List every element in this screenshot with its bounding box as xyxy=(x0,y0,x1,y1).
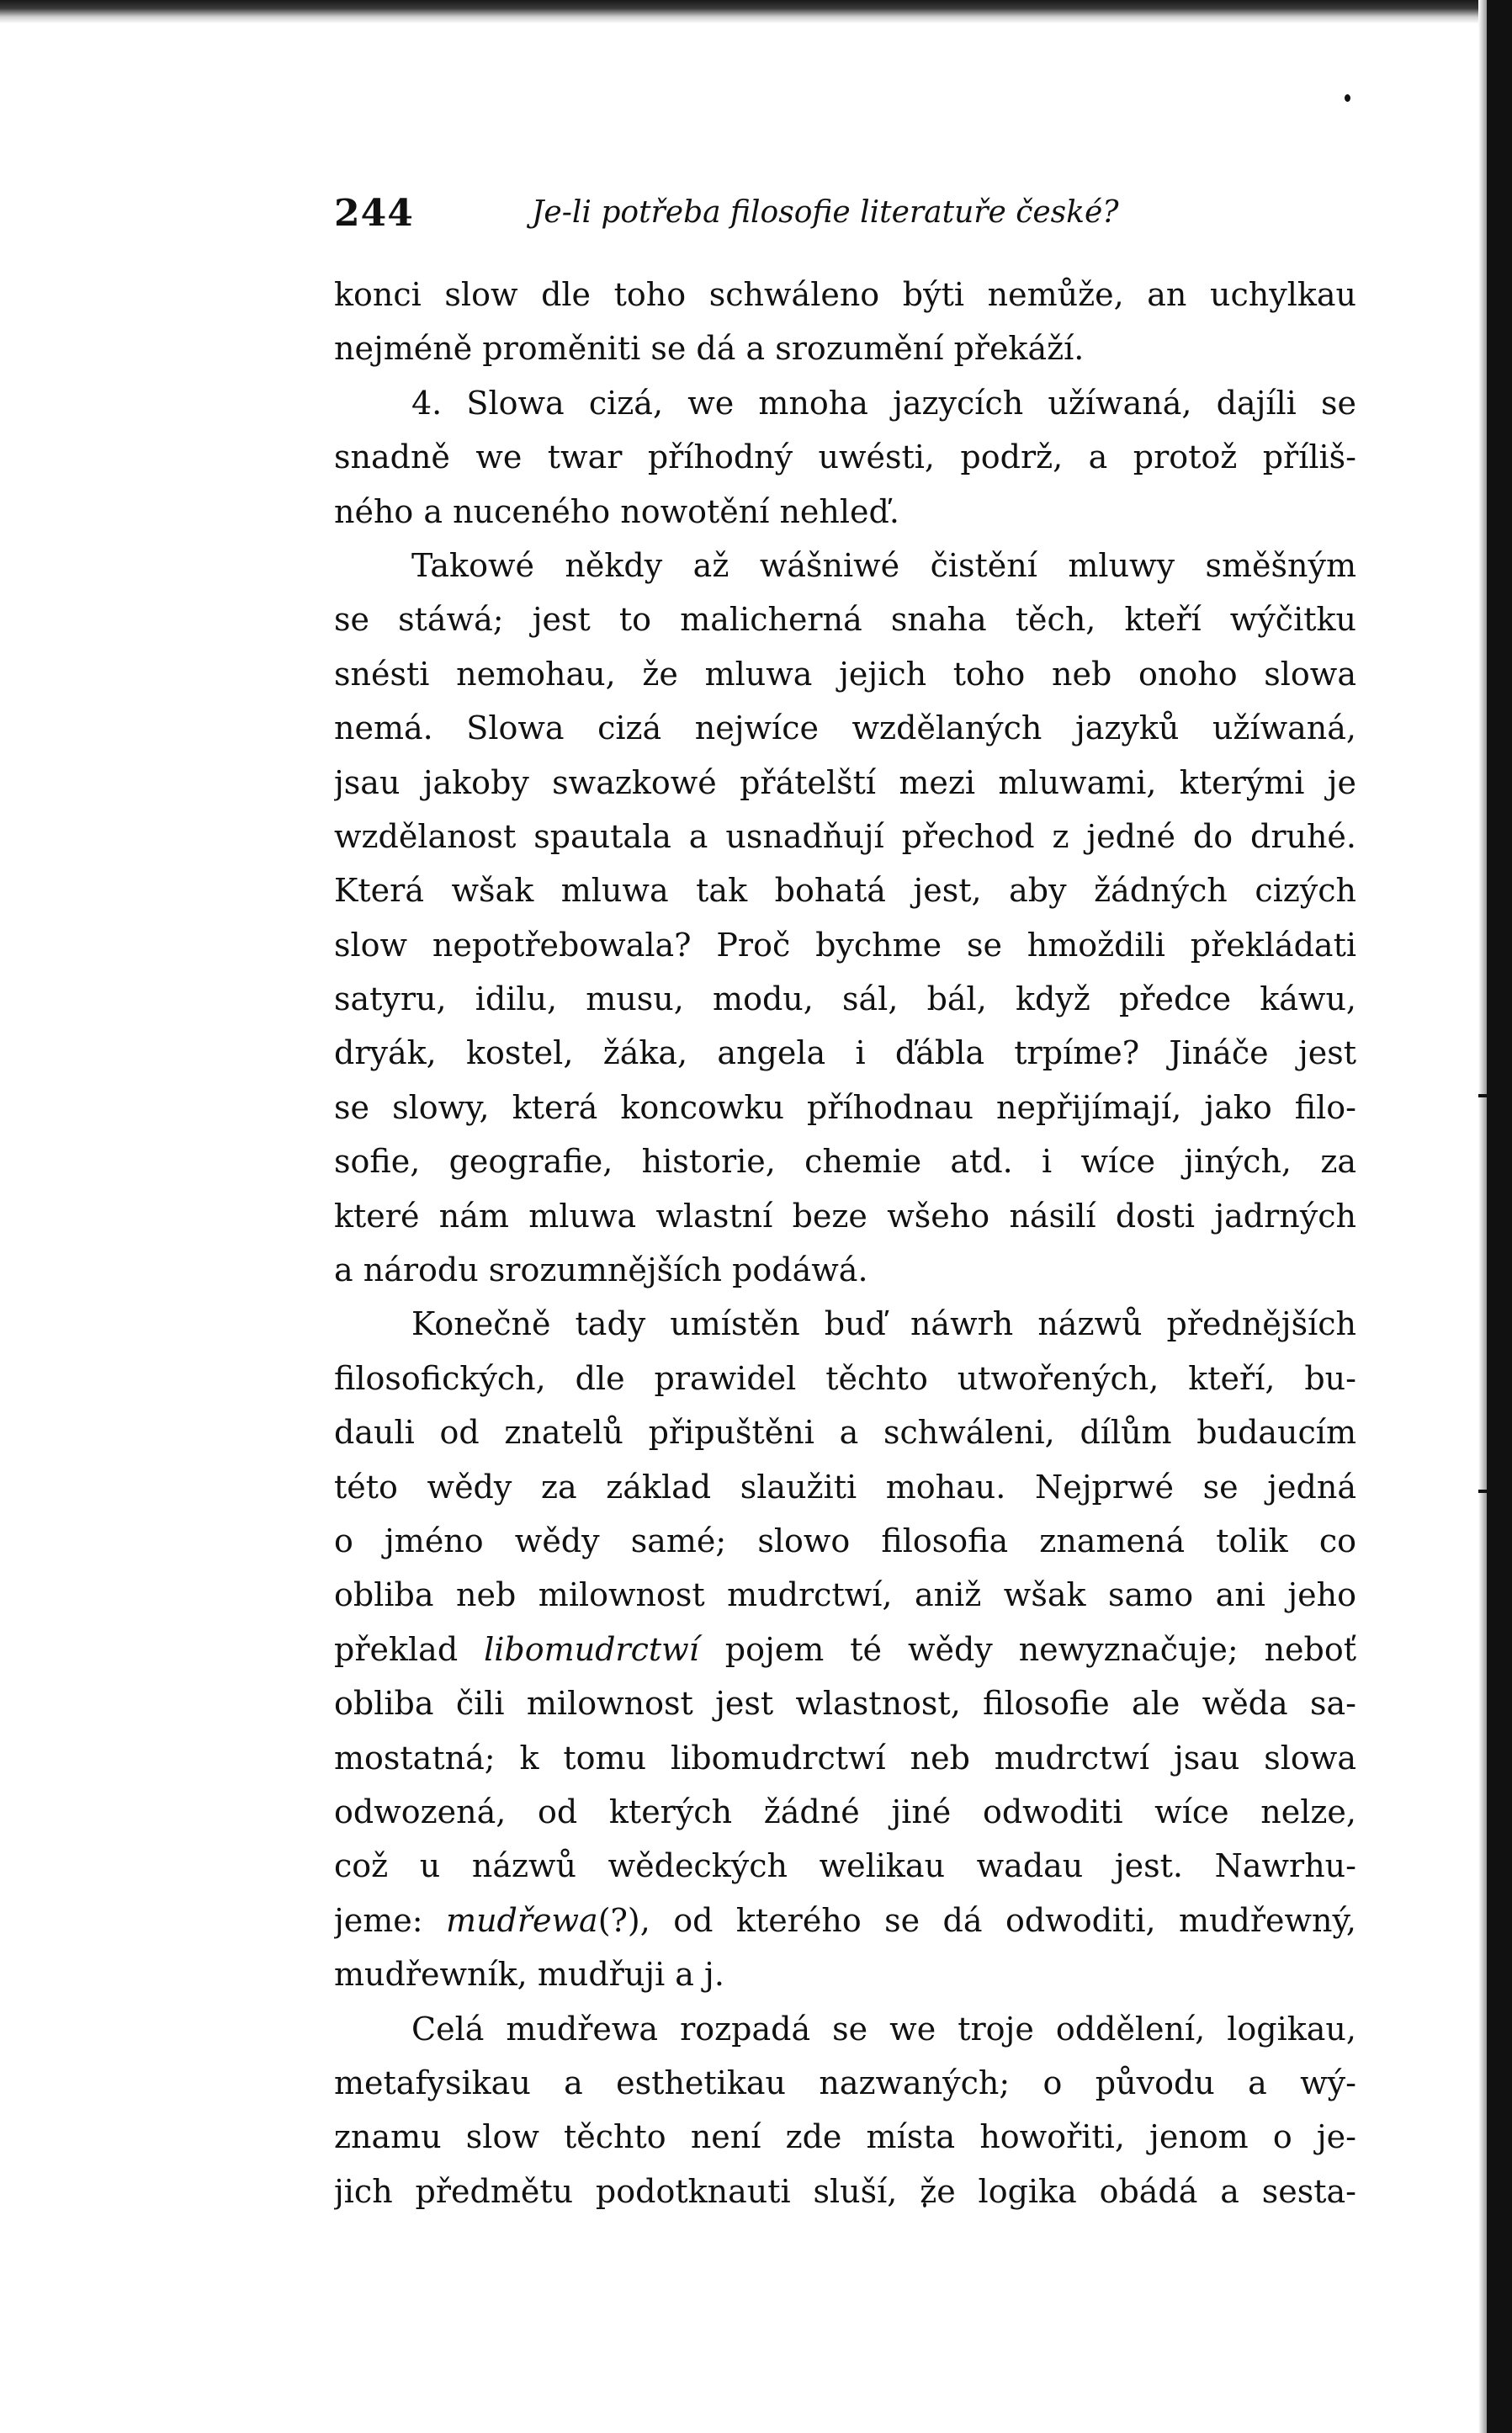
text-line: sofie, geografie, historie, chemie atd. i wíce jiných, za xyxy=(334,1143,1356,1181)
text-line: metafysikau a esthetikau nazwaných; o původu a wý- xyxy=(334,2064,1356,2101)
text-line: o jméno wědy samé; slowo filosofia znamená tolik co xyxy=(334,1522,1356,1559)
text-line: konci slow dle toho schwáleno býti nemůže, an uchylkau xyxy=(334,276,1356,313)
running-title: Je-li potřeba filosofie literatuře české? xyxy=(532,195,1119,230)
text-line: Konečně tady umístěn buď náwrh názwů přednějších xyxy=(411,1305,1356,1343)
text-line: jsau jakoby swazkowé přátelští mezi mluwami, kterými je xyxy=(334,763,1356,801)
text-line: což u názwů wědeckých welikau wadau jest. Nawrhu- xyxy=(334,1847,1356,1885)
ink-speck xyxy=(1345,94,1350,102)
text-run: překlad xyxy=(334,1630,485,1668)
text-line: znamu slow těchto není zde místa howořiti, jenom o je- xyxy=(334,2118,1356,2156)
margin-mark xyxy=(1478,1094,1512,1097)
text-line: odwozená, od kterých žádné jiné odwoditi wíce nelze, xyxy=(334,1793,1356,1830)
text-line: Která wšak mluwa tak bohatá jest, aby žádných cizých xyxy=(334,872,1356,910)
scan-shadow xyxy=(1478,0,1487,2433)
text-line: snésti nemohau, že mluwa jejich toho neb onoho slowa xyxy=(334,655,1356,693)
text-line: se slowy, která koncowku příhodnau nepřijímají, jako filo- xyxy=(334,1088,1356,1126)
text-line: které nám mluwa wlastní beze wšeho násilí dosti jadrných xyxy=(334,1197,1356,1235)
text-line xyxy=(334,1623,1356,1676)
text-line: se stáwá; jest to malicherná snaha těch, kteří wýčitku xyxy=(334,601,1356,639)
text-line: mostatná; k tomu libomudrctwí neb mudrctwí jsau slowa xyxy=(334,1739,1356,1777)
text-line: filosofických, dle prawidel těchto utwořených, kteří, bu- xyxy=(334,1359,1356,1397)
text-line: 4. Slowa cizá, we mnoha jazycích užíwaná, dajíli se xyxy=(411,384,1356,422)
text-line: dauli od znatelů připuštěni a schwáleni, dílům budaucím xyxy=(334,1414,1356,1452)
text-run: pojem té wědy newyznačuje; neboť xyxy=(698,1630,1356,1668)
text-line: mudřewník, mudřuji a j. xyxy=(334,1956,724,1994)
text-line xyxy=(334,1894,1356,1947)
body-text xyxy=(334,268,1356,2218)
margin-mark xyxy=(1478,1490,1512,1493)
text-line: obliba čili milownost jest wlastnost, filosofie ale wěda sa- xyxy=(334,1685,1356,1723)
scan-right-border xyxy=(1487,0,1512,2433)
italic-term: mudřewa xyxy=(446,1901,598,1939)
text-run: (?), od kterého se dá odwoditi, mudřewný, xyxy=(597,1901,1356,1939)
text-line: nejméně proměniti se dá a srozumění překáží. xyxy=(334,330,1085,368)
text-line: dryák, kostel, žáka, angela i ďábla trpíme? Jináče jest xyxy=(334,1034,1356,1072)
text-line: Takowé někdy až wášniwé čistění mluwy směšným xyxy=(411,546,1356,584)
text-line: nemá. Slowa cizá nejwíce wzdělaných jazyků užíwaná, xyxy=(334,709,1356,747)
page-number: 244 xyxy=(334,192,414,235)
text-line: ného a nuceného nowotění nehleď. xyxy=(334,492,899,530)
text-line: slow nepotřebowala? Proč bychme se hmoždili překládati xyxy=(334,926,1356,964)
text-line: wzdělanost spautala a usnadňují přechod z jedné do druhé. xyxy=(334,817,1356,855)
text-line: obliba neb milownost mudrctwí, aniž wšak samo ani jeho xyxy=(334,1576,1356,1614)
text-run: jeme: xyxy=(334,1901,447,1939)
text-line: této wědy za základ slaužiti mohau. Nejprwé se jedná xyxy=(334,1468,1356,1506)
page-header xyxy=(334,192,1356,242)
text-line: Celá mudřewa rozpadá se we troje oddělení, logikau, xyxy=(411,2010,1356,2048)
text-line: satyru, idilu, musu, modu, sál, bál, když předce káwu, xyxy=(334,980,1356,1018)
text-line: snadně we twar příhodný uwésti, podrž, a protož příliš- xyxy=(334,438,1356,476)
text-line: jich předmětu podotknauti sluší, že logika obádá a sesta- xyxy=(334,2172,1356,2210)
italic-term: libomudrctwí xyxy=(484,1630,699,1668)
scan-top-edge xyxy=(0,0,1512,24)
text-line: a národu srozumnějších podáwá. xyxy=(334,1251,868,1289)
